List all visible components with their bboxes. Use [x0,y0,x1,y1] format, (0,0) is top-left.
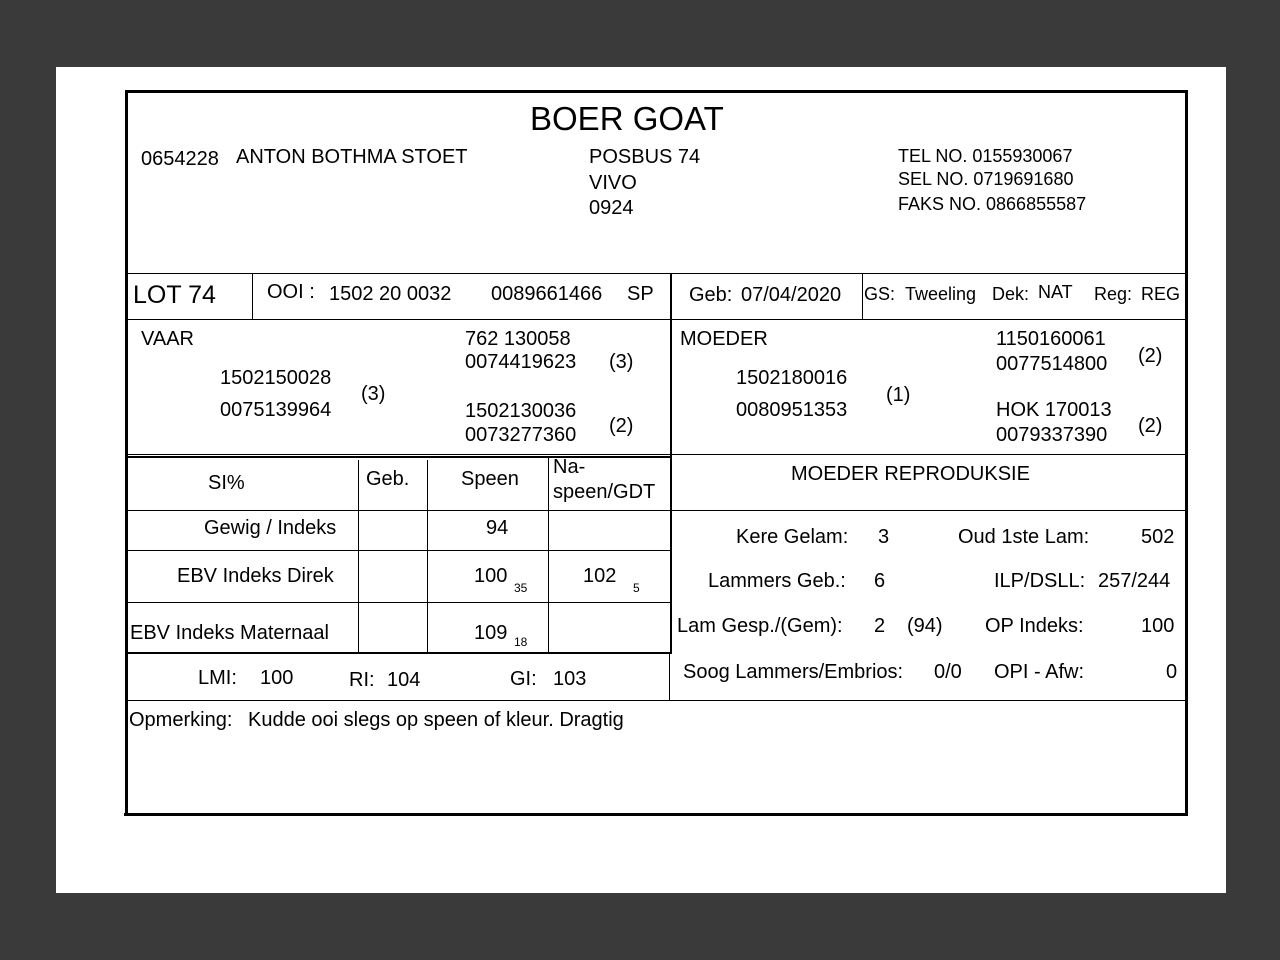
reg-label: Reg: [1094,284,1133,304]
naspeen-header-line2: speen/GDT [553,481,656,503]
moeder-label: MOEDER [680,328,768,350]
moeder-id2: 0080951353 [736,399,848,421]
address-line-3: 0924 [589,197,634,219]
rule-si-bottom [127,652,672,654]
vaar-sire-score: (3) [609,351,634,373]
row-gewig-speen: 94 [486,517,509,539]
ooi-id: 0089661466 [491,283,603,305]
soog-label: Soog Lammers/Embrios: [683,661,904,683]
ooi-code: SP [627,283,654,305]
frame-right [1185,90,1188,815]
moeder-sire-score: (2) [1138,345,1163,367]
ri-label: RI: [349,669,375,691]
reproduksie-title: MOEDER REPRODUKSIE [791,463,1030,485]
rule-gs-divider [862,273,863,319]
row-gewig-label: Gewig / Indeks [204,517,337,539]
geb-header: Geb. [366,468,410,490]
opi-afw-label: OPI - Afw: [994,661,1085,683]
ri-value: 104 [387,669,421,691]
lot-label: LOT 74 [133,281,216,309]
speen-header: Speen [461,468,519,490]
vaar-sire-id1: 762 130058 [465,328,571,350]
oud-lam-value: 502 [1141,526,1175,548]
row-direk-speen-sub: 35 [514,581,528,595]
vaar-dam-score: (2) [609,415,634,437]
rule-lot-bottom [127,319,1185,320]
op-indeks-value: 100 [1141,615,1175,637]
kere-gelam-value: 3 [878,526,890,548]
gs-value: Tweeling [905,284,977,304]
vaar-id2: 0075139964 [220,399,332,421]
opmerking-text: Kudde ooi slegs op speen of kleur. Dragtig [248,709,624,731]
lammers-geb-value: 6 [874,570,886,592]
breeder-name: ANTON BOTHMA STOET [236,146,468,168]
row-direk-naspeen-sub: 5 [633,581,640,595]
vaar-label: VAAR [141,328,194,350]
frame-left [125,90,128,815]
row-direk-speen: 100 [474,565,508,587]
row-maternaal-speen-sub: 18 [514,635,528,649]
catalog-page [56,67,1226,893]
moeder-sire-id1: 1150160061 [996,328,1106,350]
soog-value: 0/0 [934,661,962,683]
rule-opmerking-top [127,700,1185,701]
address-line-1: POSBUS 74 [589,146,701,168]
rule-center-divider [670,273,672,653]
sel-number: SEL NO. 0719691680 [898,169,1074,189]
moeder-dam-id2: 0079337390 [996,424,1108,446]
rule-lot-divider [252,273,253,319]
ooi-label: OOI : [267,281,315,303]
op-indeks-label: OP Indeks: [985,615,1084,637]
geb-label: Geb: [689,284,733,306]
rule-si-row1 [127,550,672,551]
kere-gelam-label: Kere Gelam: [736,526,849,548]
opi-afw-value: 0 [1166,661,1178,683]
vaar-id1: 1502150028 [220,367,332,389]
row-direk-naspeen: 102 [583,565,617,587]
si-header: SI% [208,472,245,494]
gi-label: GI: [510,668,537,690]
faks-number: FAKS NO. 0866855587 [898,194,1087,214]
vaar-dam-id2: 0073277360 [465,424,577,446]
row-maternaal-label: EBV Indeks Maternaal [130,622,329,644]
vaar-sire-id2: 0074419623 [465,351,577,373]
lam-gesp-label: Lam Gesp./(Gem): [677,615,843,637]
vaar-dam-id1: 1502130036 [465,400,577,422]
rule-pedigree-bottom [127,454,1185,455]
tel-number: TEL NO. 0155930067 [898,146,1073,166]
rule-lot-top [127,273,1185,274]
lmi-value: 100 [260,667,294,689]
row-maternaal-speen: 109 [474,622,508,644]
rule-si-col2 [427,460,428,653]
moeder-score: (1) [886,384,911,406]
rule-si-row2 [127,602,672,603]
lam-gesp-gem: (94) [907,615,943,637]
address-line-2: VIVO [589,172,637,194]
dek-value: NAT [1038,282,1073,302]
oud-lam-label: Oud 1ste Lam: [958,526,1090,548]
moeder-dam-id1: HOK 170013 [996,399,1112,421]
document-title: BOER GOAT [530,100,724,137]
breeder-number: 0654228 [141,148,219,170]
gs-label: GS: [864,284,896,304]
lammers-geb-label: Lammers Geb.: [708,570,846,592]
naspeen-header-line1: Na- [553,456,586,478]
rule-si-top [127,456,672,458]
ilp-dsll-label: ILP/DSLL: [994,570,1086,592]
frame-top [125,90,1188,93]
ooi-number: 1502 20 0032 [329,283,452,305]
rule-si-col3 [548,456,549,653]
frame-bottom [124,813,1188,816]
lam-gesp-value: 2 [874,615,886,637]
geb-date: 07/04/2020 [741,284,842,306]
rule-center-lower [669,653,670,700]
dek-label: Dek: [992,284,1030,304]
reg-value: REG [1141,284,1181,304]
moeder-id1: 1502180016 [736,367,848,389]
ilp-dsll-value: 257/244 [1098,570,1171,592]
rule-si-header [127,510,1185,511]
gi-value: 103 [553,668,587,690]
opmerking-label: Opmerking: [129,709,233,731]
moeder-dam-score: (2) [1138,415,1163,437]
rule-si-col1 [358,460,359,653]
row-direk-label: EBV Indeks Direk [177,565,334,587]
lmi-label: LMI: [198,667,237,689]
vaar-score: (3) [361,383,386,405]
moeder-sire-id2: 0077514800 [996,353,1108,375]
